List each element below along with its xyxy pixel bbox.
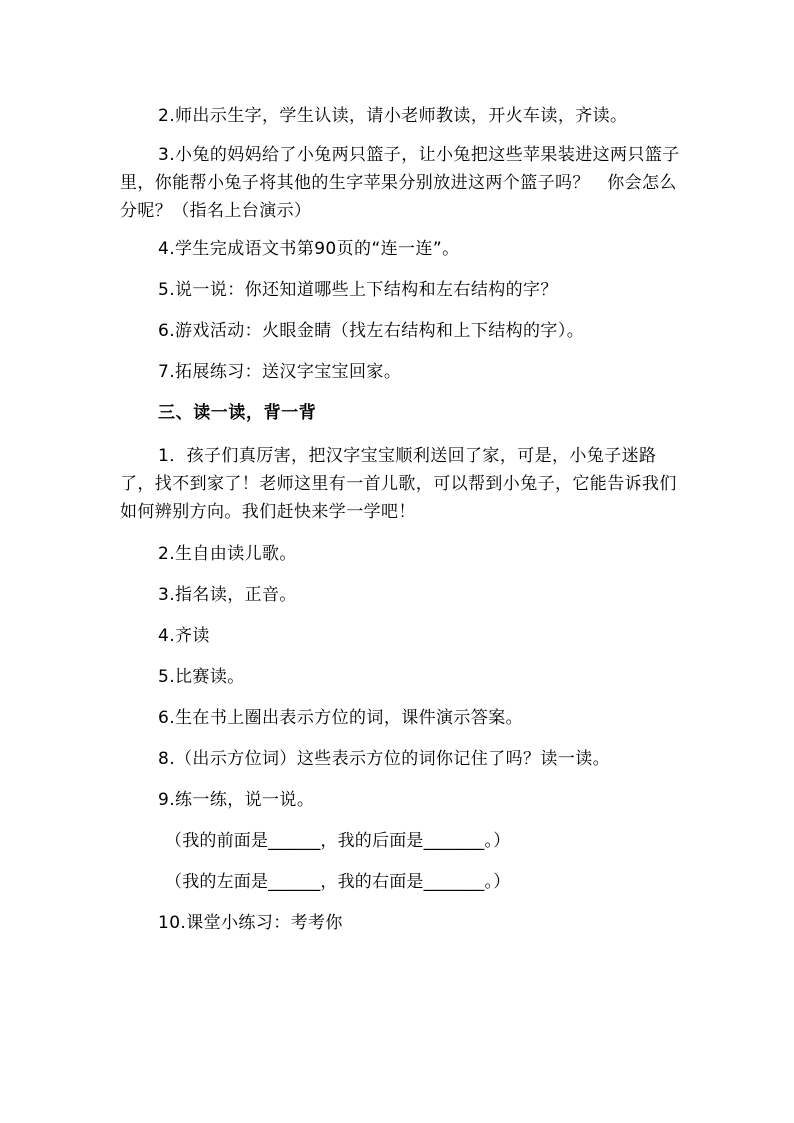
paragraph-step-5-say-characters: 5.说一说：你还知道哪些上下结构和左右结构的字？ — [158, 280, 558, 300]
paragraph-step-4-group-reading: 4.齐读 — [158, 626, 210, 646]
paragraph-step-3-rabbit-baskets: 3.小兔的妈妈给了小兔两只篮子，让小兔把这些苹果装进这两只篮子里，你能帮小兔子将其他的生字苹果分别放进这两个篮子吗？ 你会怎么分呢？（指名上台演示） — [120, 145, 680, 221]
fill-in-front-back: （我的前面是______，我的后面是_______。） — [165, 831, 511, 851]
paragraph-step-2-free-reading: 2.生自由读儿歌。 — [158, 544, 297, 564]
fill-in-left-right: （我的左面是______，我的右面是_______。） — [165, 872, 511, 892]
document-body — [120, 104, 680, 936]
paragraph-step-4-connect-exercise: 4.学生完成语文书第90页的“连一连”。 — [158, 239, 460, 259]
paragraph-step-6-game-activity: 6.游戏活动：火眼金睛（找左右结构和上下结构的字）。 — [158, 321, 585, 341]
paragraph-step-10-class-exercise: 10.课堂小练习：考考你 — [158, 913, 343, 933]
paragraph-step-7-extension-practice: 7.拓展练习：送汉字宝宝回家。 — [158, 362, 402, 382]
paragraph-step-8-direction-words: 8.（出示方位词）这些表示方位的词你记住了吗？读一读。 — [158, 749, 611, 769]
section-heading-read-and-recite: 三、读一读，背一背 — [158, 403, 317, 423]
paragraph-step-1-rabbit-lost: 1．孩子们真厉害，把汉字宝宝顺利送回了家，可是，小兔子迷路了，找不到家了！老师这里有一首儿歌，可以帮到小兔子，它能告诉我们如何辨别方向。我们赶快来学一学吧！ — [120, 446, 677, 522]
paragraph-step-3-named-reading: 3.指名读，正音。 — [158, 585, 297, 605]
paragraph-step-2-teacher-shows-characters: 2.师出示生字，学生认读，请小老师教读，开火车读，齐读。 — [158, 106, 628, 126]
paragraph-step-5-competition-reading: 5.比赛读。 — [158, 667, 245, 687]
paragraph-step-6-circle-direction-words: 6.生在书上圈出表示方位的词，课件演示答案。 — [158, 708, 524, 728]
paragraph-step-9-practice: 9.练一练，说一说。 — [158, 790, 315, 810]
